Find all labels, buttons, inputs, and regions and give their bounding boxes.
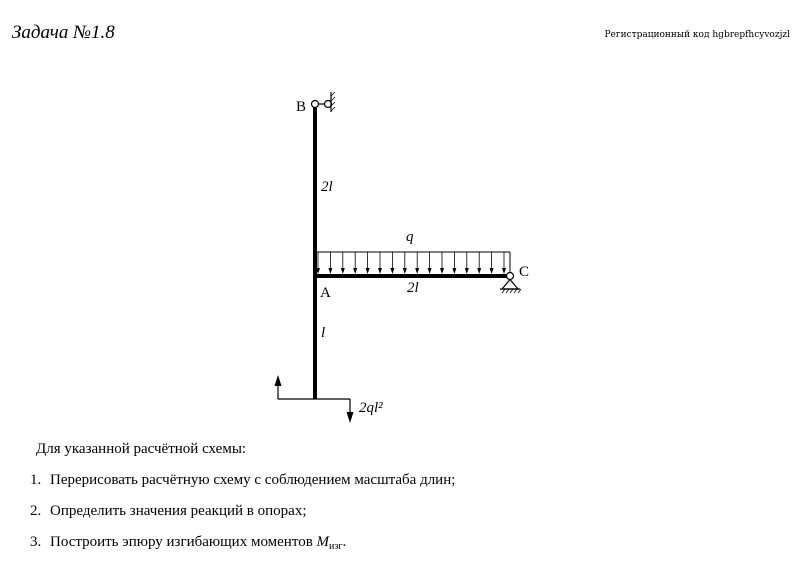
registration-code: Регистрационный код hgbrepfhcyvozjzl (604, 30, 790, 40)
task-item: 2. Определить значения реакций в опорах; (30, 503, 307, 519)
distributed-load (315, 252, 510, 274)
task-list (30, 472, 455, 565)
label-point-c: C (519, 264, 530, 280)
label-load-q: q (406, 229, 414, 245)
intro-text: Для указанной расчётной схемы: (36, 441, 247, 457)
label-moment: 2ql² (359, 400, 383, 416)
label-point-a: A (320, 285, 331, 301)
page-title: Задача №1.8 (12, 22, 115, 43)
moment-subscript: изг (329, 541, 343, 552)
label-length-upper: 2l (321, 179, 333, 195)
task-item: 3. Построить эпюру изгибающих моментов $M_{изг}$. (30, 534, 347, 552)
moment-symbol-m: M (316, 534, 330, 550)
task-item: 1. Перерисовать расчётную схему с соблюдением масштаба длин; (30, 472, 456, 488)
label-length-lower: l (321, 325, 326, 341)
load-arrows (316, 252, 506, 274)
label-length-horizontal: 2l (407, 280, 419, 296)
label-point-b: B (296, 99, 307, 115)
